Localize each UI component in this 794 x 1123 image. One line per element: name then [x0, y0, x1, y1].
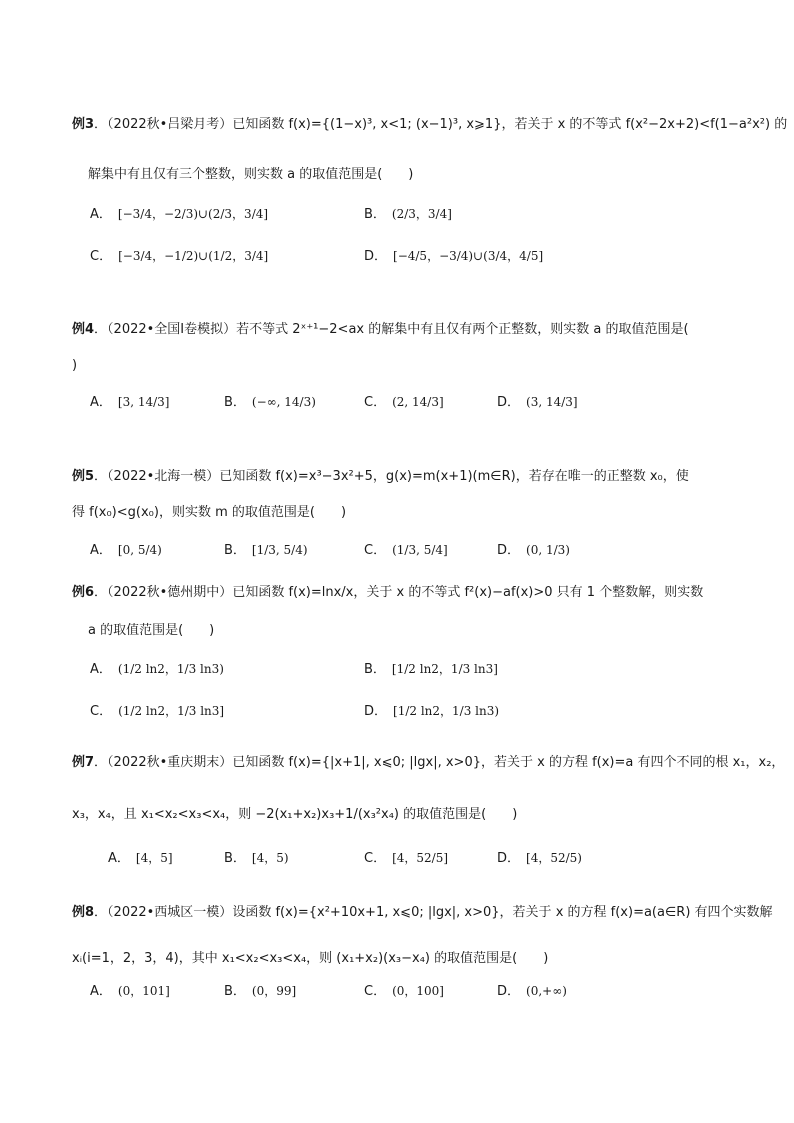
option-d	[497, 541, 570, 560]
option-b	[224, 849, 289, 868]
option-letter: B．	[364, 207, 386, 222]
option-b	[224, 541, 308, 560]
problem-source: ．（2022•北海一模）	[94, 469, 220, 484]
option-value: [4，52/5)	[526, 851, 582, 865]
problem-source: ．（2022•全国Ⅰ卷模拟）	[94, 322, 237, 337]
problem-label: 例6	[72, 585, 95, 600]
option-letter: C．	[364, 395, 387, 410]
option-value: (3, 14/3]	[526, 395, 578, 409]
problem-6-line-2	[88, 622, 214, 640]
option-a	[90, 982, 170, 1001]
option-value: [3, 14/3]	[117, 395, 170, 409]
option-value: (1/2 ln2，1/3 ln3]	[118, 704, 225, 718]
problem-8-line-1	[72, 904, 773, 922]
problem-source: ．（2022秋•重庆期末）	[94, 755, 233, 770]
option-c	[90, 702, 224, 721]
problem-label: 例7	[72, 755, 95, 770]
problem-text: 已知函数 f(x)={(1−x)³, x<1; (x−1)³, x⩾1}，若关于 x 的不等式 f(x²−2x+2)<f(1−a²x²) 的	[232, 117, 788, 132]
option-letter: A．	[90, 207, 112, 222]
problem-label: 例4	[72, 322, 95, 337]
option-letter: D．	[497, 851, 521, 866]
problem-text: a 的取值范围是( )	[88, 623, 215, 638]
option-value: (1/3, 5/4]	[392, 543, 448, 557]
option-a	[90, 660, 224, 679]
option-value: [1/2 ln2，1/3 ln3]	[391, 662, 498, 676]
problem-label: 例8	[72, 905, 95, 920]
problem-4-line-1	[72, 321, 689, 339]
option-c	[90, 247, 268, 266]
option-letter: D．	[497, 395, 521, 410]
option-value: (0，101]	[117, 984, 170, 998]
option-letter: C．	[90, 704, 113, 719]
problem-text: 已知函数 f(x)={|x+1|, x⩽0; |lgx|, x>0}，若关于 x 的方程 f(x)=a 有四个不同的根 x₁，x₂，	[232, 755, 785, 770]
option-value: (0，100]	[392, 984, 444, 998]
option-value: [4，52/5]	[392, 851, 449, 865]
option-letter: B．	[224, 543, 246, 558]
option-value: (2/3，3/4]	[391, 207, 452, 221]
problem-source: ．（2022•西城区一模）	[94, 905, 233, 920]
option-letter: A．	[90, 662, 112, 677]
problem-text: )	[72, 358, 78, 373]
option-letter: B．	[224, 851, 246, 866]
option-c	[364, 393, 444, 412]
option-letter: C．	[364, 851, 387, 866]
option-d	[497, 982, 567, 1001]
problem-text: 解集中有且仅有三个整数，则实数 a 的取值范围是( )	[88, 167, 414, 182]
problem-label: 例3	[72, 117, 95, 132]
option-letter: B．	[364, 662, 386, 677]
option-value: (0，99]	[251, 984, 297, 998]
option-letter: D．	[364, 704, 388, 719]
option-d	[497, 393, 578, 412]
problem-source: ．（2022秋•德州期中）	[94, 585, 233, 600]
problem-source: ．（2022秋•吕梁月考）	[94, 117, 233, 132]
option-value: [4，5]	[135, 851, 173, 865]
problem-5-line-1	[72, 468, 689, 486]
option-letter: C．	[364, 543, 387, 558]
option-letter: D．	[497, 543, 521, 558]
option-d	[364, 247, 543, 266]
problem-text: 设函数 f(x)={x²+10x+1, x⩽0; |lgx|, x>0}，若关于 x 的方程 f(x)=a(a∈R) 有四个实数解	[232, 905, 773, 920]
option-b	[224, 982, 296, 1001]
problem-text: 已知函数 f(x)=x³−3x²+5，g(x)=m(x+1)(m∈R)，若存在唯一的正整数 x₀，使	[219, 469, 689, 484]
problem-text: 得 f(x₀)<g(x₀)，则实数 m 的取值范围是( )	[72, 505, 347, 520]
option-letter: A．	[90, 543, 112, 558]
option-b	[364, 660, 498, 679]
option-a	[90, 541, 162, 560]
option-c	[364, 541, 448, 560]
option-value: (1/2 ln2，1/3 ln3)	[117, 662, 224, 676]
option-value: [4，5)	[251, 851, 289, 865]
option-letter: C．	[90, 249, 113, 264]
option-value: (2, 14/3]	[392, 395, 444, 409]
option-value: [1/2 ln2，1/3 ln3)	[393, 704, 500, 718]
option-d	[364, 702, 499, 721]
problem-text: 已知函数 f(x)=lnx/x，关于 x 的不等式 f²(x)−af(x)>0 只有 1 个整数解，则实数	[232, 585, 704, 600]
problem-7-line-2	[72, 806, 517, 824]
option-letter: A．	[90, 984, 112, 999]
option-letter: D．	[364, 249, 388, 264]
option-letter: D．	[497, 984, 521, 999]
problem-text: 若不等式 2ˣ⁺¹−2<ax 的解集中有且仅有两个正整数，则实数 a 的取值范围是(	[236, 322, 689, 337]
option-a	[108, 849, 173, 868]
option-letter: A．	[90, 395, 112, 410]
problem-3-line-2	[88, 166, 413, 184]
option-letter: B．	[224, 984, 246, 999]
option-d	[497, 849, 582, 868]
option-a	[90, 393, 169, 412]
option-b	[224, 393, 316, 412]
option-letter: B．	[224, 395, 246, 410]
problem-7-line-1	[72, 754, 784, 772]
problem-text: xᵢ(i=1，2，3，4)，其中 x₁<x₂<x₃<x₄，则 (x₁+x₂)(x₃−x₄) 的取值范围是( )	[72, 951, 549, 966]
problem-text: x₃，x₄，且 x₁<x₂<x₃<x₄，则 −2(x₁+x₂)x₃+1/(x₃²x₄) 的取值范围是( )	[72, 807, 518, 822]
option-letter: C．	[364, 984, 387, 999]
problem-5-line-2	[72, 504, 346, 522]
problem-8-line-2	[72, 950, 548, 968]
option-c	[364, 849, 448, 868]
option-value: [0, 5/4)	[117, 543, 162, 557]
option-value: [1/3, 5/4)	[251, 543, 308, 557]
option-b	[364, 205, 452, 224]
option-c	[364, 982, 444, 1001]
problem-4-line-2	[72, 357, 77, 375]
problem-3-line-1	[72, 116, 787, 134]
option-value: [−3/4，−1/2)∪(1/2，3/4]	[118, 249, 269, 263]
option-a	[90, 205, 268, 224]
option-letter: A．	[108, 851, 130, 866]
problem-label: 例5	[72, 469, 95, 484]
option-value: [−4/5，−3/4)∪(3/4，4/5]	[393, 249, 544, 263]
option-value: [−3/4，−2/3)∪(2/3，3/4]	[117, 207, 269, 221]
problem-6-line-1	[72, 584, 703, 602]
option-value: (0, 1/3)	[526, 543, 570, 557]
option-value: (0,+∞)	[526, 984, 567, 998]
option-value: (−∞, 14/3)	[251, 395, 316, 409]
